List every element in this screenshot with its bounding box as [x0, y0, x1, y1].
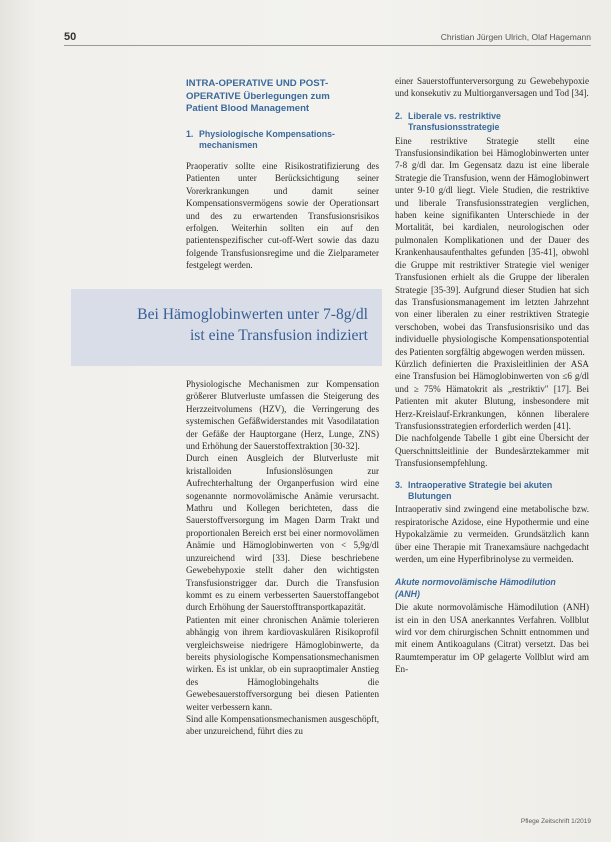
paragraph: Sind alle Kompensationsmechanismen ausgeschöpft, aber unzureichend, führt dies zu: [186, 713, 379, 737]
italic-subheading-line: Akute normovolämische Hämodilution: [395, 577, 556, 588]
pullquote-box: [71, 289, 382, 366]
subsection-title-line: Liberale vs. restriktive: [408, 110, 501, 121]
page-header: [64, 31, 591, 43]
section-heading-line: INTRA-OPERATIVE UND POST-: [186, 78, 329, 89]
subsection-number: 1.: [186, 129, 194, 139]
paragraph: Die nachfolgende Tabelle 1 gibt eine Übersicht der Querschnittsleitlinie der Bundesärztekammer mit Transfusionsempfehlung.: [395, 433, 589, 469]
section-heading: [186, 78, 381, 116]
right-column: [395, 75, 589, 676]
paragraph: Durch einen Ausgleich der Blutverluste mit kristalloiden Infusionslösungen zur Aufrechterhaltung der Organperfusion wird eine sogenannte normovolämische Anämie verursacht. Mathru und Kollegen berichteten, dass die Sauerstoffversorgung im Magen Darm Trakt und proportionalen Bereich erst bei einer normovolämen Anämie und Hämoglobinwerten von < 5,9g/dl unzureichend wird [33]. Diese beschriebene Gewebehypoxie stellt daher den wichtigsten Transfusionstrigger dar. Durch die Transfusion kommt es zu einem verbesserten Sauerstoffangebot durch Erhöhung der Sauerstofftransportkapazität.: [186, 453, 379, 613]
pullquote-line: Bei Hämoglobinwerten unter 7-8g/dl: [137, 306, 368, 323]
paragraph: Eine restriktive Strategie stellt eine Transfusionsindikation bei Hämoglobinwerten unter 7-8 g/dl dar. Im Gegensatz dazu ist eine liberale Strategie die Transfusion, wenn der Hämoglobinwert unter 9-10 g/dl liegt. Viele Studien, die restriktive und liberale Transfusionsstrategien verglichen, haben keine signifikanten Unterschiede in der Mortalität, bei kardialen, neurologischen oder pulmonalen Komplikationen und der Dauer des Krankenhausaufenthaltes gefunden [35-41], obwohl die Gruppe mit restriktiver Strategie viel weniger Transfusionen erhielt als die Gruppe der liberalen Strategie [35-39]. Aufgrund dieser Studien hat sich das Transfusionsmanagement im letzten Jahrzehnt von einer liberalen zu einer restriktiven Strategie verschoben, wobei das Transfusionsrisiko und das individuelle physiologische Kompensationspotential des Patienten sorgfältig abgewogen werden müssen.: [395, 135, 589, 357]
subsection-title-line: Physiologische Kompensations-: [199, 129, 335, 139]
subsection-number: 2.: [395, 110, 403, 121]
page-number: 50: [64, 31, 77, 43]
running-head: Christian Jürgen Ulrich, Olaf Hagemann: [440, 32, 591, 42]
paragraph: Praoperativ sollte eine Risikostratifizierung des Patienten unter Berücksichtigung seiner Vorerkrankungen und damit seiner Kompensationsvermögens sowie der Operationsart und des zu erwartenden Transfusionsrisikos erfolgen. Weiterhin sollten ein auf den patientenspezifischer cut-off-Wert sowie das dazu folgende Transfusionsregime und die Zielparameter festgelegt werden.: [186, 161, 379, 271]
subsection-heading-3: [395, 480, 589, 503]
pullquote-line: ist eine Transfusion indiziert: [189, 327, 368, 344]
subsection-title-line: Transfusionsstrategie: [408, 122, 500, 133]
header-rule: [64, 45, 591, 46]
section-heading-line: Patient Blood Management: [186, 103, 310, 115]
subsection-title-line: mechanismen: [199, 140, 258, 151]
italic-subheading-line: (ANH): [395, 588, 420, 599]
paragraph: Physiologische Mechanismen zur Kompensation größerer Blutverluste umfassen die Steigerung des Herzzeitvolumens (HZV), die Verringerung des systemischen Gefäßwiderstandes mit Vasodilatation der Gefäße der Hauptorgane (Herz, Lunge, ZNS) und Erhöhung der Sauerstoffextraktion [30-32].: [186, 379, 379, 452]
subsection-heading-1: [186, 129, 381, 152]
subsection-title-line: Blutungen: [408, 491, 452, 501]
subsection-title-line: Intraoperative Strategie bei akuten: [408, 479, 553, 490]
section-heading-line: OPERATIVE Überlegungen zum: [186, 90, 330, 102]
paragraph: Die akute normovolämische Hämodilution (ANH) ist ein in den USA anerkanntes Verfahren. Vollblut wird vor dem chirurgischen Schnitt entnommen und mit einem Antikoagulans (Citrat) versetzt. Das bei Raumtemperatur im OP gelagerte Vollblut wird am En-: [395, 602, 589, 675]
left-column-top: [186, 160, 379, 272]
subsection-heading-2: [395, 111, 589, 134]
paragraph: Patienten mit einer chronischen Anämie tolerieren abhängig von ihrem kardiovaskulären Risikoprofil vergleichsweise niedrigere Hämoglobinwerte, da bereits physiologische Kompensationsmechanismen wirken. Es ist unklar, ob ein supraoptimaler Anstieg des Hämoglobingehalts die Gewebesauerstoffversorgung bei diesen Patienten weiter verbessern kann.: [186, 614, 379, 712]
italic-subheading: [395, 577, 589, 600]
left-column-bottom: [186, 378, 379, 738]
paragraph: Kürzlich definierten die Praxisleitlinien der ASA eine Transfusion bei Hämoglobinwerten von ≤6 g/dl und ≥ 75% Hämatokrit als „restriktiv" [17]. Bei Patienten mit akuter Blutung, insbesondere mit Herz-Kreislauf-Erkrankungen, können liberalere Transfusionsstrategien erforderlich werden [41].: [395, 358, 589, 431]
pullquote-text: [78, 304, 368, 346]
paragraph: Intraoperativ sind zwingend eine metabolische bzw. respiratorische Azidose, eine Hypothermie und eine Hypokalzämie zu vermeiden. Grundsätzlich kann über eine Therapie mit Tranexamsäure nachgedacht werden, um eine Hyperfibrinolyse zu vermeiden.: [395, 504, 589, 565]
page-footer: Pflege Zeitschrift 1/2019: [520, 818, 591, 825]
subsection-number: 3.: [395, 479, 403, 490]
paragraph: einer Sauerstoffunterversorgung zu Gewebehypoxie und konsekutiv zu Multiorganversagen und Tod [34].: [395, 76, 589, 99]
